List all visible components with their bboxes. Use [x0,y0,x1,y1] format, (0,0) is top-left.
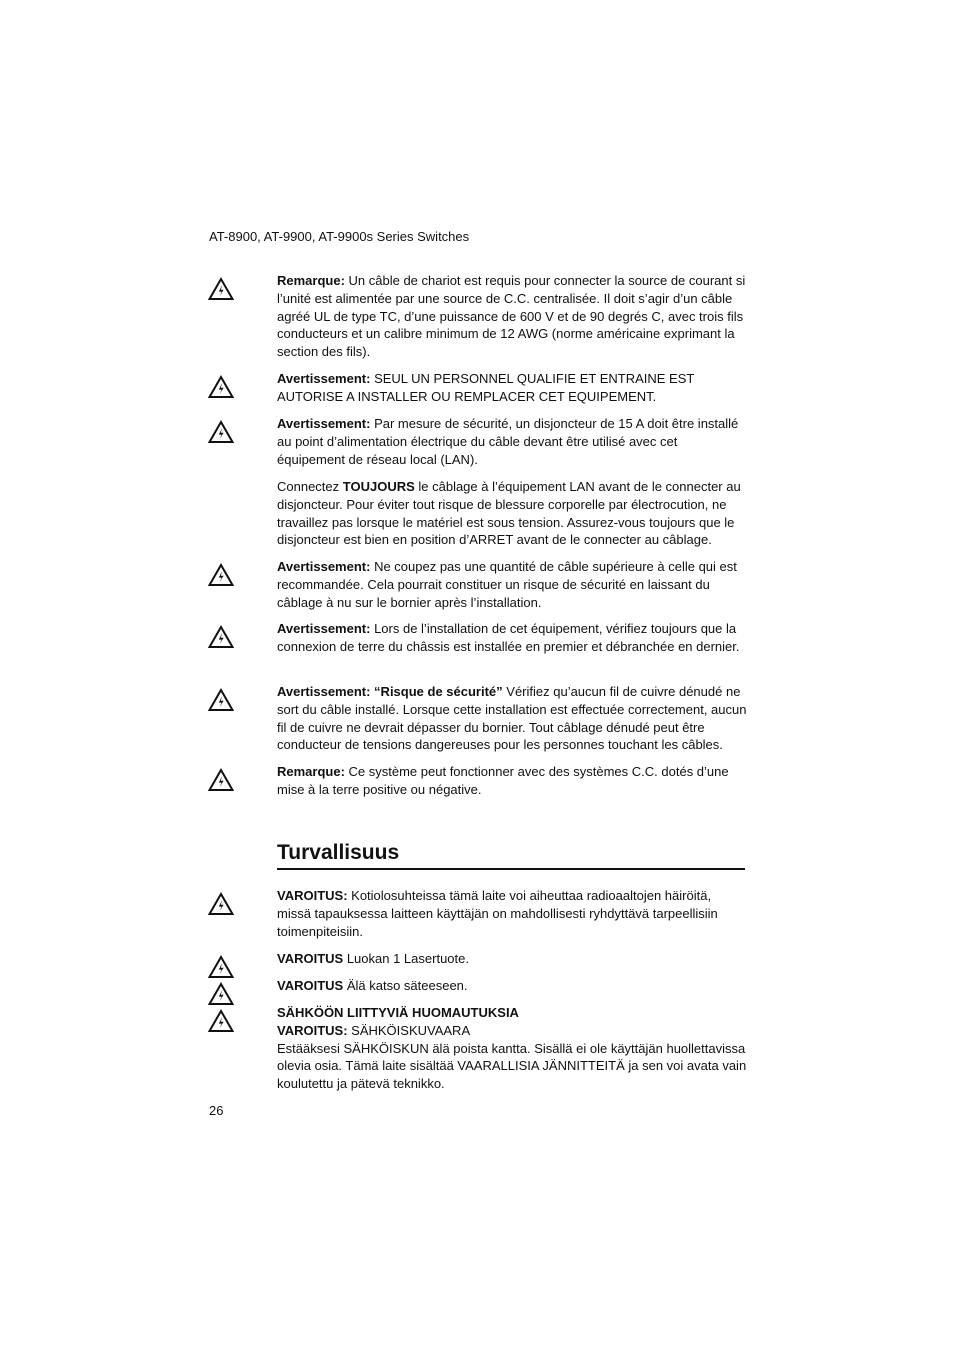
warning-triangle-icon [208,375,234,399]
warning-label: Avertissement: “Risque de sécurité” [277,684,503,699]
note-dc-grounding [277,763,747,799]
varoitus-text: Kotiolosuhteissa tämä laite voi aiheuttaa radioaaltojen häiröitä, missä tapauksessa laitteen käyttäjän on mahdollisesti ryhdyttävä tarpeellisiin toimenpiteisiin. [277,888,718,939]
electrical-heading: SÄHKÖÖN LIITTYVIÄ HUOMAUTUKSIA [277,1005,519,1020]
warning-cable-length [277,558,747,611]
varoitus-beam [277,977,747,995]
warning-text: Vérifiez qu’aucun fil de cuivre dénudé ne sort du câble installé. Lorsque cette installation est effectuée correctement, aucun fil de cuivre ne devrait dépasser du bornier. Tout câblage dénudé peut être conducteur de tensions dangereuses pour les personnes touchant les câbles. [277,684,747,753]
warning-safety-risk [277,683,747,754]
note-charriot-cable [277,272,747,361]
electrical-notices [277,1004,747,1093]
varoitus-text: Luokan 1 Lasertuote. [343,951,469,966]
varoitus-laser-class [277,950,747,968]
warning-triangle-icon [208,955,234,979]
warning-triangle-icon [208,982,234,1006]
warning-triangle-icon [208,563,234,587]
warning-triangle-icon [208,688,234,712]
varoitus-label: VAROITUS [277,978,344,993]
paragraph-pre: Connectez [277,479,343,494]
paragraph-bold: TOUJOURS [342,479,415,494]
warning-text: Par mesure de sécurité, un disjoncteur de 15 A doit être installé au point d’alimentation électrique du câble devant être utilisé avec cet équipement de réseau local (LAN). [277,416,739,467]
warning-text: Lors de l’installation de cet équipement, vérifiez toujours que la connexion de terre du châssis est installée en premier et débranchée en dernier. [277,621,740,654]
note-label: Remarque: [277,764,345,779]
warning-label: Avertissement: [277,371,371,386]
warning-label: Avertissement: [277,559,371,574]
section-title: Turvallisuus [277,841,745,870]
warning-triangle-icon [208,625,234,649]
note-text: Ce système peut fonctionner avec des systèmes C.C. dotés d’une mise à la terre positive ou négative. [277,764,729,797]
warning-triangle-icon [208,768,234,792]
warning-label: Avertissement: [277,621,371,636]
page-number: 26 [209,1103,224,1118]
paragraph-post: le câblage à l’équipement LAN avant de le connecter au disjoncteur. Pour éviter tout risque de blessure corporelle par électrocution, ne travaillez pas lorsque le matériel est sous tension. Assurez-vous toujours que le disjoncteur est bien en position d’ARRET avant de le connecter au câblage. [277,479,741,548]
paragraph-always-connect [277,478,747,549]
warning-text: Ne coupez pas une quantité de câble supérieure à celle qui est recommandée. Cela pourrait constituer un risque de sécurité en laissant du câblage à nu sur le bornier après l’installation. [277,559,737,610]
warning-circuit-breaker [277,415,747,468]
warning-triangle-icon [208,277,234,301]
running-header: AT-8900, AT-9900, AT-9900s Series Switches [209,229,470,244]
varoitus-label-text: SÄHKÖISKUVAARA [347,1022,471,1038]
warning-chassis-ground [277,620,747,656]
warning-label: Avertissement: [277,416,371,431]
electrical-text: Estääksesi SÄHKÖISKUN älä poista kantta. Sisällä ei ole käyttäjän huollettavissa olevia osia. Tämä laite sisältää VAARALLISIA JÄNNITTEITÄ ja sen voi avata vain koulutettu ja pätevä teknikko. [277,1040,747,1092]
warning-triangle-icon [208,892,234,916]
warning-triangle-icon [208,420,234,444]
varoitus-radio-interference [277,887,747,940]
varoitus-label: VAROITUS: [277,1022,348,1038]
note-text: Un câble de chariot est requis pour connecter la source de courant si l’unité est alimentée par une source de C.C. centralisée. Il doit s’agir d’un câble agréé UL de type TC, d’une puissance de 600 V et de 90 degrés C, avec trois fils conducteurs et un calibre minimum de 12 AWG (norme américaine exprimant la section des fils). [277,273,746,360]
warning-qualified-personnel [277,370,747,406]
varoitus-label: VAROITUS [277,951,344,966]
note-label: Remarque: [277,273,345,288]
electrical-label-line [277,1022,747,1040]
varoitus-label: VAROITUS: [277,888,348,903]
varoitus-text: Älä katso säteeseen. [343,978,468,993]
warning-text: SEUL UN PERSONNEL QUALIFIE ET ENTRAINE EST AUTORISE A INSTALLER OU REMPLACER CET EQUIPEMENT. [277,371,695,404]
warning-triangle-icon [208,1009,234,1033]
